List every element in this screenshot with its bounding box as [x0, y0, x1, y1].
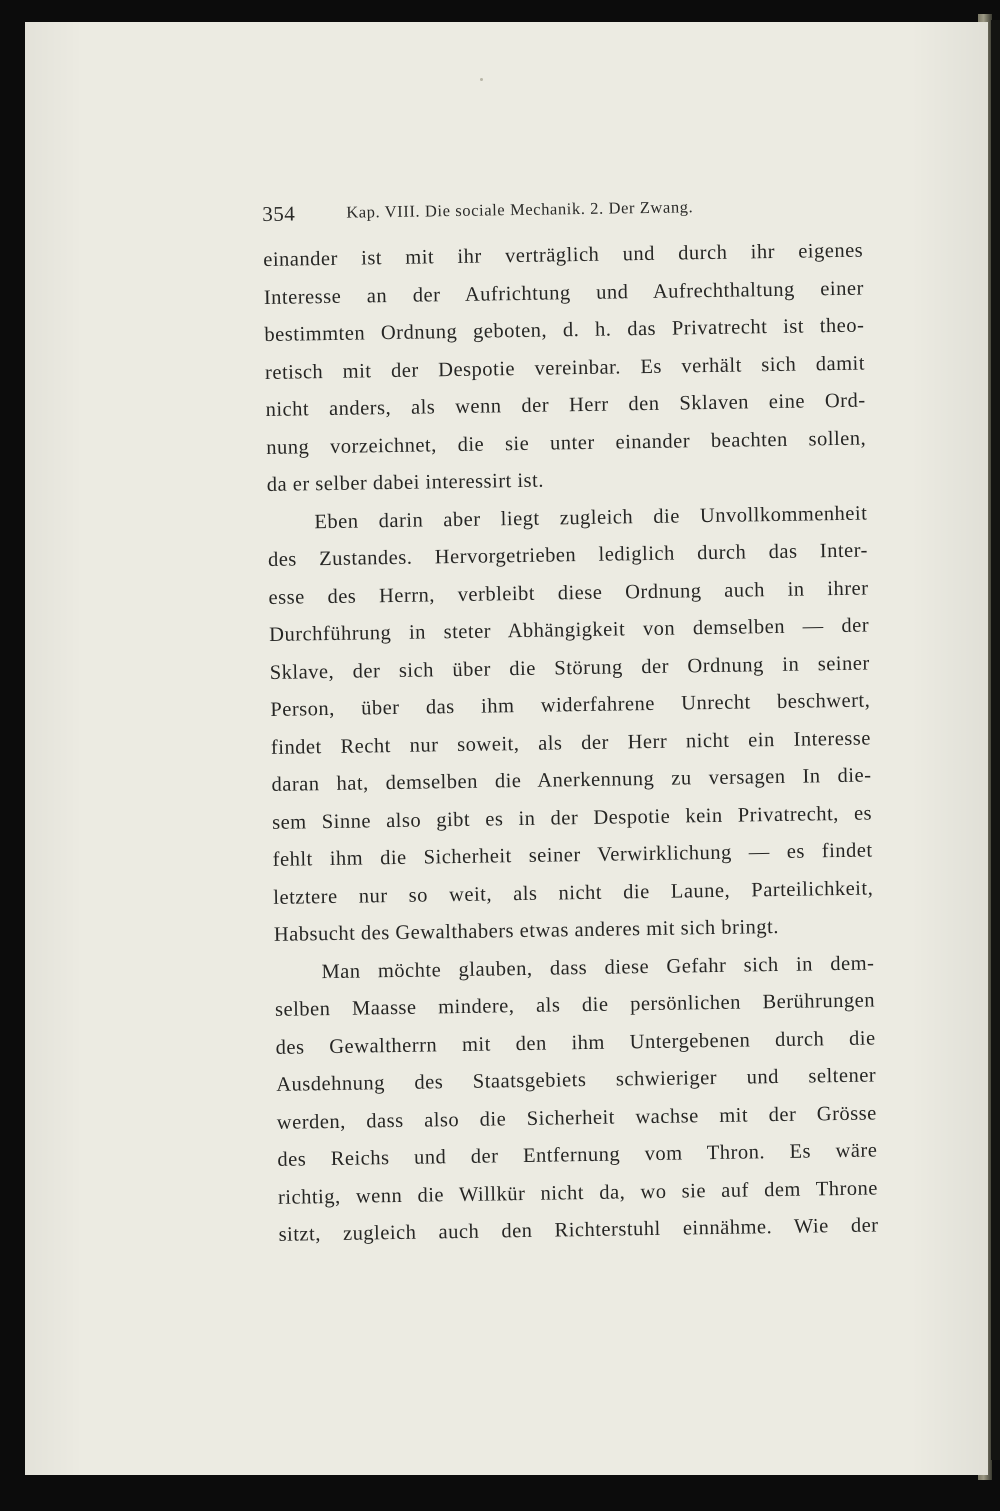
text-line: sitzt, zugleich auch den Richterstuhl einnähme. Wie der	[278, 1214, 879, 1246]
paragraph-end-line: da er selber dabei interessirt ist.	[266, 469, 545, 496]
text-line: retisch mit der Despotie vereinbar. Es verhält sich damit	[264, 352, 866, 384]
text-line: richtig, wenn die Willkür nicht da, wo sie auf dem Throne	[277, 1176, 879, 1209]
text-line: findet Recht nur soweit, als der Herr nicht ein Interesse	[270, 727, 872, 759]
text-line: letztere nur so weit, als nicht die Laune, Parteilichkeit,	[273, 876, 874, 909]
text-line: werden, dass also die Sicherheit wachse mit der Grösse	[276, 1101, 877, 1134]
text-line: des Reichs und der Entfernung vom Thron. Es wäre	[277, 1139, 878, 1171]
paper-speck	[480, 78, 483, 81]
paragraph-start-line: Man möchte glauben, dass diese Gefahr sich in dem-	[321, 951, 875, 983]
text-line: esse des Herrn, verbleibt diese Ordnung auch in ihrer	[268, 577, 869, 609]
text-line: des Zustandes. Hervorgetrieben lediglich durch das Inter-	[267, 539, 869, 571]
text-line: fehlt ihm die Sicherheit seiner Verwirklichung — es findet	[272, 839, 873, 871]
text-line: daran hat, demselben die Anerkennung zu versagen In die-	[271, 764, 872, 796]
text-line: sem Sinne also gibt es in der Despotie kein Privatrecht, es	[271, 802, 873, 834]
chapter-title: Kap. VIII. Die sociale Mechanik. 2. Der Zwang.	[346, 197, 694, 222]
text-line: selben Maasse mindere, als die persönlichen Berührungen	[274, 989, 876, 1021]
text-line: Ausdehnung des Staatsgebiets schwieriger und seltener	[276, 1064, 877, 1096]
text-line: nung vorzeichnet, die sie unter einander beachten sollen,	[266, 427, 867, 459]
book-edge-shadow	[991, 20, 1000, 1460]
paragraph-end-line: Habsucht des Gewalthabers etwas anderes mit sich bringt.	[273, 915, 780, 946]
page-number: 354	[262, 201, 296, 226]
body-text	[263, 233, 879, 1255]
text-line: nicht anders, als wenn der Herr den Sklaven eine Ord-	[265, 389, 866, 421]
paragraph-start-line: Eben darin aber liegt zugleich die Unvollkommenheit	[314, 502, 868, 533]
text-line: Durchführung in steter Abhängigkeit von demselben — der	[269, 614, 870, 646]
text-line: Sklave, der sich über die Störung der Ordnung in seiner	[269, 652, 870, 684]
text-line: bestimmten Ordnung geboten, d. h. das Privatrecht ist theo-	[264, 314, 865, 346]
text-line: Person, über das ihm widerfahrene Unrecht beschwert,	[270, 689, 871, 721]
text-line: des Gewaltherrn mit den ihm Untergebenen durch die	[275, 1026, 876, 1059]
text-line: Interesse an der Aufrichtung und Aufrechthaltung einer	[263, 277, 864, 309]
text-line: einander ist mit ihr verträglich und durch ihr eigenes	[263, 239, 864, 271]
